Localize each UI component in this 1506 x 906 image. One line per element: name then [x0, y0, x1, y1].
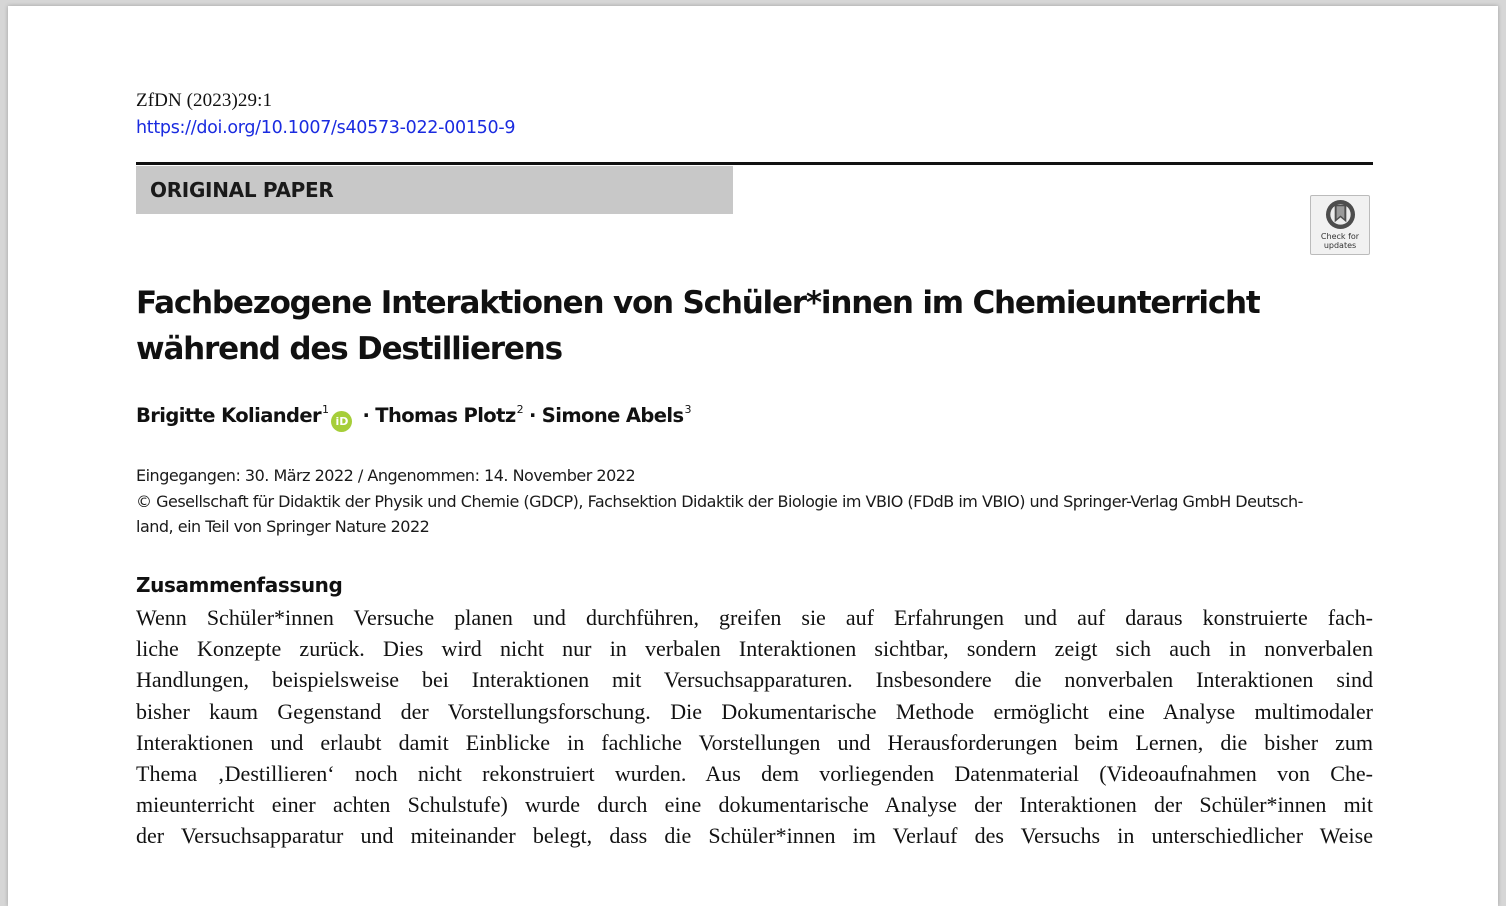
author-separator: · [362, 404, 370, 427]
abstract-body [136, 602, 1373, 852]
affiliation-marker: 3 [684, 403, 691, 416]
copyright-line-2: land, ein Teil von Springer Nature 2022 [136, 517, 430, 536]
journal-reference: ZfDN (2023)29:1 [136, 90, 273, 111]
pdf-page [8, 6, 1498, 906]
abstract-line: der Versuchsapparatur und miteinander belegt, dass die Schüler*innen im Verlauf des Versuchs in unterschiedlicher Weise [136, 823, 1373, 849]
article-type-label: ORIGINAL PAPER [150, 178, 334, 202]
article-metadata [136, 463, 1373, 540]
check-for-updates-icon [1325, 199, 1356, 230]
abstract-line: mieunterricht einer achten Schulstufe) wurde durch eine dokumentarische Analyse der Interaktionen der Schüler*innen mit [136, 792, 1373, 818]
author-name[interactable]: Thomas Plotz [375, 404, 516, 427]
abstract-line: Wenn Schüler*innen Versuche planen und durchführen, greifen sie auf Erfahrungen und auf daraus konstruierte fach- [136, 605, 1373, 630]
doi-link[interactable]: https://doi.org/10.1007/s40573-022-00150-9 [136, 118, 516, 138]
affiliation-marker: 2 [516, 403, 523, 416]
affiliation-marker: 1 [322, 403, 329, 416]
received-accepted-dates: Eingegangen: 30. März 2022 / Angenommen: 14. November 2022 [136, 466, 636, 485]
check-for-updates-label: Check for updates [1320, 232, 1360, 250]
abstract-line: Handlungen, beispielsweise bei Interaktionen mit Versuchsapparaturen. Insbesondere die nonverbalen Interaktionen sind [136, 667, 1373, 693]
check-for-updates-button[interactable] [1310, 195, 1370, 255]
author-separator: · [528, 404, 536, 427]
author-name[interactable]: Simone Abels [541, 404, 684, 427]
author-name[interactable]: Brigitte Koliander [136, 404, 322, 427]
abstract-line: bisher kaum Gegenstand der Vorstellungsforschung. Die Dokumentarische Methode ermöglicht eine Analyse multimodaler [136, 698, 1373, 724]
orcid-icon[interactable]: iD [331, 411, 352, 432]
abstract-line: Interaktionen und erlaubt damit Einblicke in fachliche Vorstellungen und Herausforderungen beim Lernen, die bisher zum [136, 729, 1373, 755]
title-line-1: Fachbezogene Interaktionen von Schüler*innen im Chemieunterricht [136, 285, 1260, 321]
copyright-line-1: © Gesellschaft für Didaktik der Physik und Chemie (GDCP), Fachsektion Didaktik der Biologie im VBIO (FDdB im VBIO) und Springer-Verlag GmbH Deutsch- [136, 491, 1303, 511]
abstract-heading: Zusammenfassung [136, 573, 343, 597]
paper-title [136, 280, 1373, 372]
author-list [136, 404, 691, 432]
abstract-line: liche Konzepte zurück. Dies wird nicht nur in verbalen Interaktionen sichtbar, sondern zeigt sich auch in nonverbalen [136, 636, 1373, 662]
header-rule [136, 162, 1373, 165]
article-type-banner [136, 166, 733, 214]
abstract-line: Thema ‚Destillieren‘ noch nicht rekonstruiert wurden. Aus dem vorliegenden Datenmaterial (Videoaufnahmen von Che- [136, 760, 1373, 786]
title-line-2: während des Destillierens [136, 331, 562, 367]
